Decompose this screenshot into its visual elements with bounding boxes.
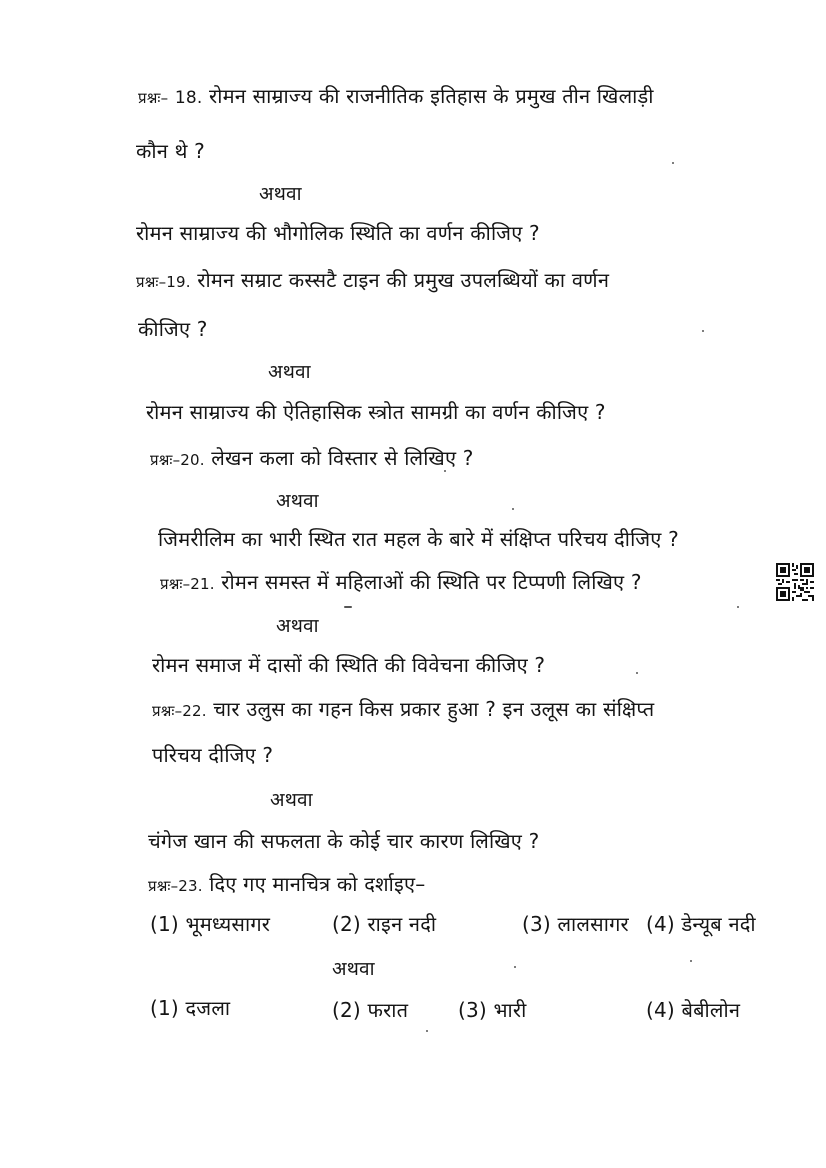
q20-alt: जिमरीलिम का भारी स्थित रात महल के बारे में संक्षिप्त परिचय दीजिए ?: [158, 527, 679, 551]
q22-or: अथवा: [270, 789, 313, 811]
q23-option-b4: (4) बेबीलोन: [646, 998, 741, 1022]
q18-or: अथवा: [259, 183, 302, 205]
scan-speck: [426, 1030, 428, 1032]
q21-alt: रोमन समाज में दासों की स्थिति की विवेचना कीजिए ?: [152, 653, 546, 677]
q20-or: अथवा: [276, 490, 319, 512]
q23-option-b2: (2) फरात: [332, 998, 409, 1022]
q23-option-b1: (1) दजला: [150, 996, 231, 1020]
q18-line1: [138, 82, 654, 112]
q18-number: 18.: [174, 88, 203, 108]
q18-line2: कौन थे ?: [136, 139, 205, 163]
q23-option-a4: (4) डेन्यूब नदी: [646, 912, 756, 936]
q20-line1: [150, 444, 474, 474]
q19-prefix: प्रश्नः–19.: [136, 273, 191, 291]
q22-prefix: प्रश्नः–22.: [152, 702, 207, 720]
q19-line1: [136, 266, 609, 296]
scan-speck: [514, 966, 516, 968]
qr-code-image: [776, 563, 814, 601]
q22-alt: चंगेज खान की सफलता के कोई चार कारण लिखिए ?: [148, 829, 540, 853]
q23-option-a3: (3) लालसागर: [522, 912, 629, 936]
q22-line2: परिचय दीजिए ?: [152, 743, 274, 767]
q23-or: अथवा: [332, 958, 375, 980]
q18-alt: रोमन साम्राज्य की भौगोलिक स्थिति का वर्णन कीजिए ?: [136, 221, 540, 245]
scan-speck: [702, 330, 704, 332]
q20-prefix: प्रश्नः–20.: [150, 451, 205, 469]
q22-text: चार उलुस का गहन किस प्रकार हुआ ? इन उलूस का संक्षिप्त: [213, 697, 655, 721]
q22-line1: [152, 695, 654, 725]
q20-text: लेखन कला को विस्तार से लिखिए ?: [211, 446, 474, 470]
q23-text: दिए गए मानचित्र को दर्शाइए–: [209, 872, 426, 896]
q19-text: रोमन सम्राट कस्सटै टाइन की प्रमुख उपलब्धियों का वर्णन: [197, 268, 610, 292]
q23-prefix: प्रश्नः–23.: [148, 877, 203, 895]
scan-speck: [636, 672, 638, 674]
scan-speck: [737, 606, 739, 608]
q18-prefix: प्रश्नः–: [138, 89, 169, 107]
q19-line2: कीजिए ?: [138, 317, 208, 341]
q21-text: रोमन समस्त में महिलाओं की स्थिति पर टिप्पणी लिखिए ?: [221, 570, 642, 594]
q21-or: अथवा: [276, 615, 319, 637]
scan-speck: [444, 470, 446, 472]
q19-or: अथवा: [268, 361, 311, 383]
q21-line1: [160, 568, 642, 598]
q18-text: रोमन साम्राज्य की राजनीतिक इतिहास के प्रमुख तीन खिलाड़ी: [209, 84, 654, 108]
q23-option-b3: (3) भारी: [458, 998, 527, 1022]
scan-speck: [344, 606, 352, 608]
q19-alt: रोमन साम्राज्य की ऐतिहासिक स्त्रोत सामग्री का वर्णन कीजिए ?: [146, 400, 606, 424]
q21-prefix: प्रश्नः–21.: [160, 575, 215, 593]
scan-speck: [690, 960, 692, 962]
q23-option-a2: (2) राइन नदी: [332, 912, 437, 936]
scan-speck: [672, 162, 674, 164]
q23-option-a1: (1) भूमध्यसागर: [150, 912, 271, 936]
q23-line1: [148, 870, 426, 900]
scan-speck: [512, 508, 514, 510]
